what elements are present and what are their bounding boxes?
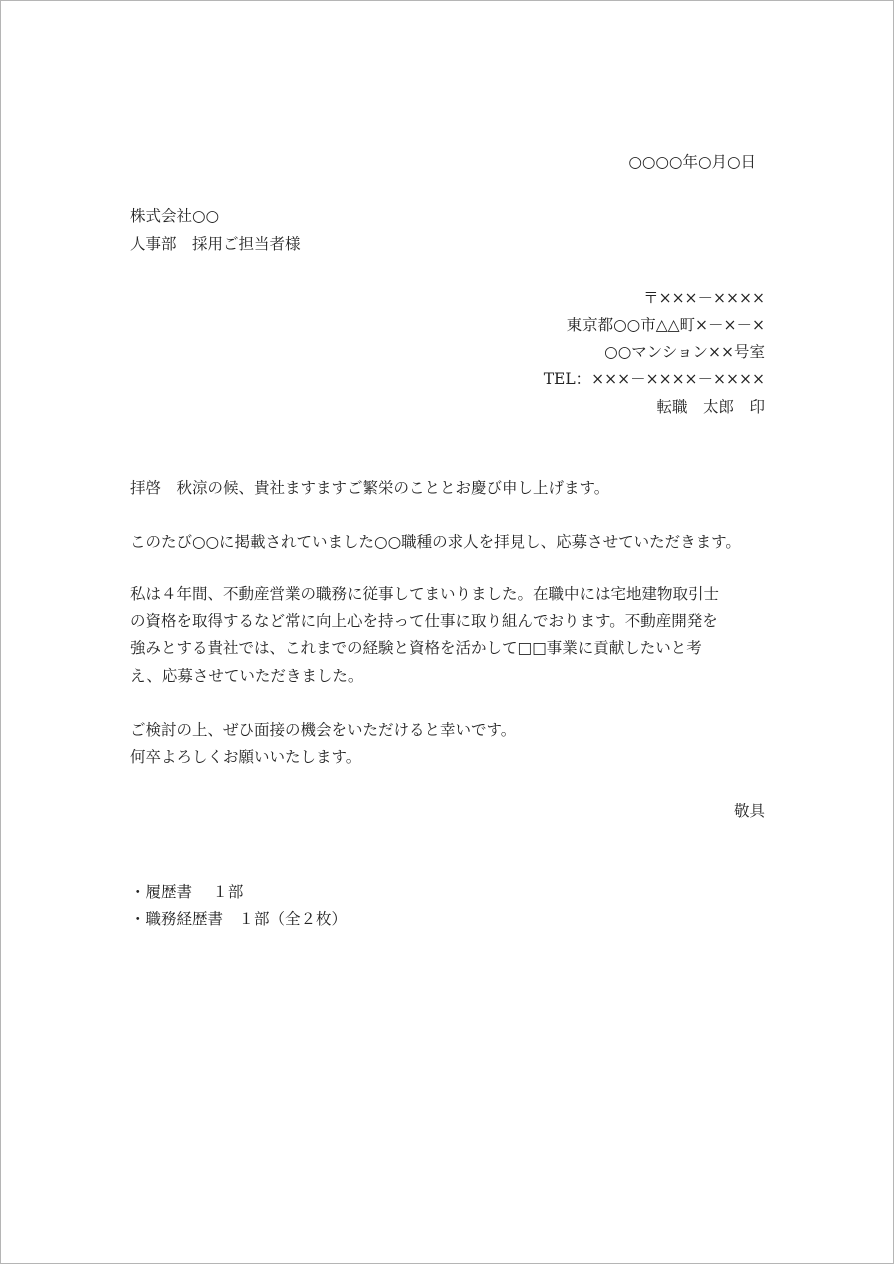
intro-paragraph: このたび○○に掲載されていました○○職種の求人を拝見し、応募させていただきます。 [130,533,741,551]
body-line: 私は４年間、不動産営業の職務に従事してまいりました。在職中には宅地建物取引士 [130,585,720,603]
body-line: え、応募させていただきました。 [130,667,364,685]
sender-address-line-1: 東京都○○市△△町×－×－× [566,316,765,334]
recipient-company: 株式会社○○ [130,207,220,225]
body-line: の資格を取得するなど常に向上心を持って仕事に取り組んでおります。不動産開発を [130,612,718,630]
sign-off: 敬具 [733,802,765,820]
recipient-department: 人事部 採用ご担当者様 [130,235,301,253]
closing-line: 何卒よろしくお願いいたします。 [130,748,362,766]
closing-line: ご検討の上、ぜひ面接の機会をいただけると幸いです。 [130,721,517,739]
sender-tel: TEL：×××－××××－×××× [543,370,765,388]
body-line: 強みとする貴社では、これまでの経験と資格を活かして□□事業に貢献したいと考 [130,639,702,657]
greeting: 拝啓 秋涼の候、貴社ますますご繁栄のこととお慶び申し上げます。 [130,479,610,497]
sender-name: 転職 太郎 印 [656,398,765,416]
sender-postal-code: 〒×××－×××× [643,289,765,307]
enclosure-item: ・履歴書 １部 [130,883,244,901]
sender-address-line-2: ○○マンション××号室 [604,343,765,361]
letter-date: ○○○○年○月○日 [628,153,756,171]
enclosure-item: ・職務経歴書 １部（全２枚） [130,910,348,928]
